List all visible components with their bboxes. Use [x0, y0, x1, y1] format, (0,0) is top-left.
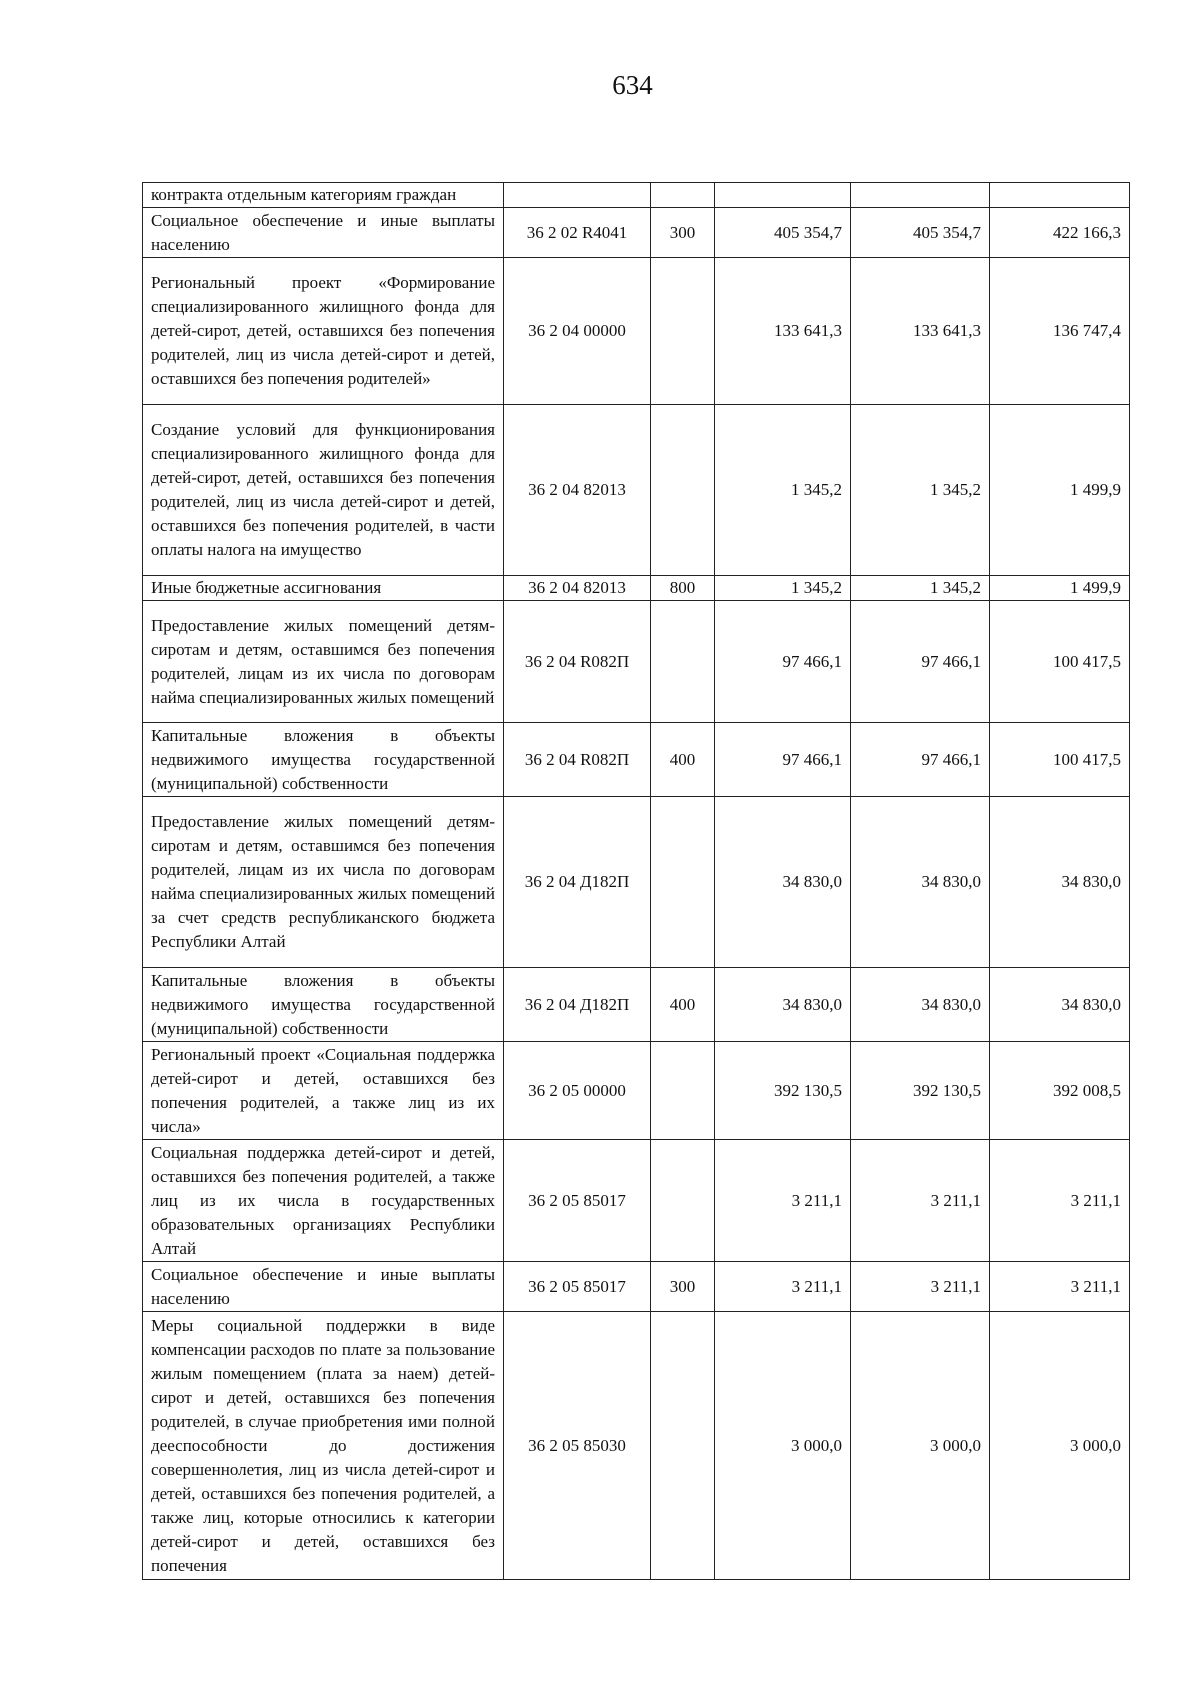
row-value-1-cell: 34 830,0 [715, 797, 851, 968]
row-name-cell: Социальная поддержка детей-сирот и детей, оставшихся без попечения родителей, а также лиц из их числа в государственных образовательных организациях Республики Алтай [143, 1140, 504, 1262]
row-type-cell [651, 601, 715, 723]
row-value-3-cell: 1 499,9 [990, 405, 1130, 576]
table-row [143, 183, 1130, 208]
row-value-2-cell [851, 183, 990, 208]
row-code-cell: 36 2 04 R082П [504, 601, 651, 723]
table-row [143, 1262, 1130, 1312]
row-type-cell: 800 [651, 576, 715, 601]
row-type-cell [651, 405, 715, 576]
row-value-3-cell: 3 211,1 [990, 1140, 1130, 1262]
row-value-2-cell: 97 466,1 [851, 601, 990, 723]
row-type-cell [651, 1042, 715, 1140]
row-value-2-cell: 97 466,1 [851, 723, 990, 797]
row-type-cell: 300 [651, 208, 715, 258]
row-code-cell: 36 2 05 00000 [504, 1042, 651, 1140]
table-row [143, 601, 1130, 723]
row-value-2-cell: 3 211,1 [851, 1262, 990, 1312]
row-name-cell: Региональный проект «Формирование специализированного жилищного фонда для детей-сирот, детей, оставшихся без попечения родителей, лиц из числа детей-сирот и детей, оставшихся без попечения родителей» [143, 258, 504, 405]
table-row [143, 576, 1130, 601]
row-code-cell: 36 2 04 R082П [504, 723, 651, 797]
row-value-2-cell: 1 345,2 [851, 576, 990, 601]
row-code-cell: 36 2 02 R4041 [504, 208, 651, 258]
row-name-cell: Капитальные вложения в объекты недвижимого имущества государственной (муниципальной) собственности [143, 723, 504, 797]
row-value-2-cell: 133 641,3 [851, 258, 990, 405]
table-row [143, 1140, 1130, 1262]
page-number: 634 [612, 70, 653, 100]
budget-table [142, 182, 1130, 1580]
row-value-3-cell: 34 830,0 [990, 797, 1130, 968]
row-value-3-cell: 100 417,5 [990, 723, 1130, 797]
row-value-1-cell: 3 211,1 [715, 1262, 851, 1312]
row-type-cell: 400 [651, 968, 715, 1042]
row-code-cell: 36 2 05 85030 [504, 1312, 651, 1580]
row-value-1-cell: 1 345,2 [715, 405, 851, 576]
row-type-cell [651, 183, 715, 208]
row-name-cell: Социальное обеспечение и иные выплаты населению [143, 1262, 504, 1312]
row-value-3-cell: 1 499,9 [990, 576, 1130, 601]
row-value-3-cell: 3 000,0 [990, 1312, 1130, 1580]
row-value-1-cell: 3 000,0 [715, 1312, 851, 1580]
row-value-2-cell: 3 211,1 [851, 1140, 990, 1262]
row-value-3-cell [990, 183, 1130, 208]
row-code-cell: 36 2 04 Д182П [504, 797, 651, 968]
table-row [143, 258, 1130, 405]
row-code-cell: 36 2 05 85017 [504, 1140, 651, 1262]
row-value-2-cell: 3 000,0 [851, 1312, 990, 1580]
row-value-2-cell: 1 345,2 [851, 405, 990, 576]
row-name-cell: Создание условий для функционирования специализированного жилищного фонда для детей-сирот, детей, оставшихся без попечения родителей, лиц из числа детей-сирот и детей, оставшихся без попечения родителей, в части оплаты налога на имущество [143, 405, 504, 576]
row-code-cell: 36 2 04 82013 [504, 576, 651, 601]
row-type-cell [651, 1140, 715, 1262]
row-value-2-cell: 405 354,7 [851, 208, 990, 258]
row-code-cell: 36 2 04 Д182П [504, 968, 651, 1042]
row-code-cell: 36 2 05 85017 [504, 1262, 651, 1312]
row-value-3-cell: 100 417,5 [990, 601, 1130, 723]
row-name-cell: Капитальные вложения в объекты недвижимого имущества государственной (муниципальной) собственности [143, 968, 504, 1042]
row-name-cell: Региональный проект «Социальная поддержка детей-сирот и детей, оставшихся без попечения родителей, а также лиц из их числа» [143, 1042, 504, 1140]
row-name-cell: Меры социальной поддержки в виде компенсации расходов по плате за пользование жилым помещением (плата за наем) детей-сирот и детей, оставшихся без попечения родителей, в случае приобретения ими полной дееспособности до достижения совершеннолетия, лиц из числа детей-сирот и детей, оставшихся без попечения родителей, а также лиц, которые относились к категории детей-сирот и детей, оставшихся без попечения [143, 1312, 504, 1580]
row-type-cell [651, 797, 715, 968]
row-value-1-cell: 3 211,1 [715, 1140, 851, 1262]
budget-table-body [143, 183, 1130, 1580]
row-value-2-cell: 392 130,5 [851, 1042, 990, 1140]
row-code-cell: 36 2 04 00000 [504, 258, 651, 405]
row-code-cell: 36 2 04 82013 [504, 405, 651, 576]
row-name-cell: Предоставление жилых помещений детям-сиротам и детям, оставшимся без попечения родителей, лицам из их числа по договорам найма специализированных жилых помещений [143, 601, 504, 723]
row-name-cell: Социальное обеспечение и иные выплаты населению [143, 208, 504, 258]
table-row [143, 968, 1130, 1042]
row-value-1-cell: 97 466,1 [715, 601, 851, 723]
row-value-3-cell: 392 008,5 [990, 1042, 1130, 1140]
row-value-1-cell: 1 345,2 [715, 576, 851, 601]
row-value-2-cell: 34 830,0 [851, 797, 990, 968]
row-value-1-cell: 97 466,1 [715, 723, 851, 797]
table-row [143, 1042, 1130, 1140]
row-value-1-cell: 405 354,7 [715, 208, 851, 258]
row-value-3-cell: 422 166,3 [990, 208, 1130, 258]
row-value-3-cell: 3 211,1 [990, 1262, 1130, 1312]
table-row [143, 797, 1130, 968]
row-name-cell: контракта отдельным категориям граждан [143, 183, 504, 208]
table-row [143, 208, 1130, 258]
row-name-cell: Иные бюджетные ассигнования [143, 576, 504, 601]
table-row [143, 723, 1130, 797]
row-value-2-cell: 34 830,0 [851, 968, 990, 1042]
table-row [143, 405, 1130, 576]
row-code-cell [504, 183, 651, 208]
table-row [143, 1312, 1130, 1580]
row-value-1-cell: 133 641,3 [715, 258, 851, 405]
row-name-cell: Предоставление жилых помещений детям-сиротам и детям, оставшимся без попечения родителей, лицам из их числа по договорам найма специализированных жилых помещений за счет средств республиканского бюджета Республики Алтай [143, 797, 504, 968]
row-type-cell [651, 258, 715, 405]
row-type-cell: 300 [651, 1262, 715, 1312]
row-value-3-cell: 34 830,0 [990, 968, 1130, 1042]
row-value-1-cell: 392 130,5 [715, 1042, 851, 1140]
row-type-cell: 400 [651, 723, 715, 797]
row-type-cell [651, 1312, 715, 1580]
row-value-3-cell: 136 747,4 [990, 258, 1130, 405]
row-value-1-cell [715, 183, 851, 208]
row-value-1-cell: 34 830,0 [715, 968, 851, 1042]
